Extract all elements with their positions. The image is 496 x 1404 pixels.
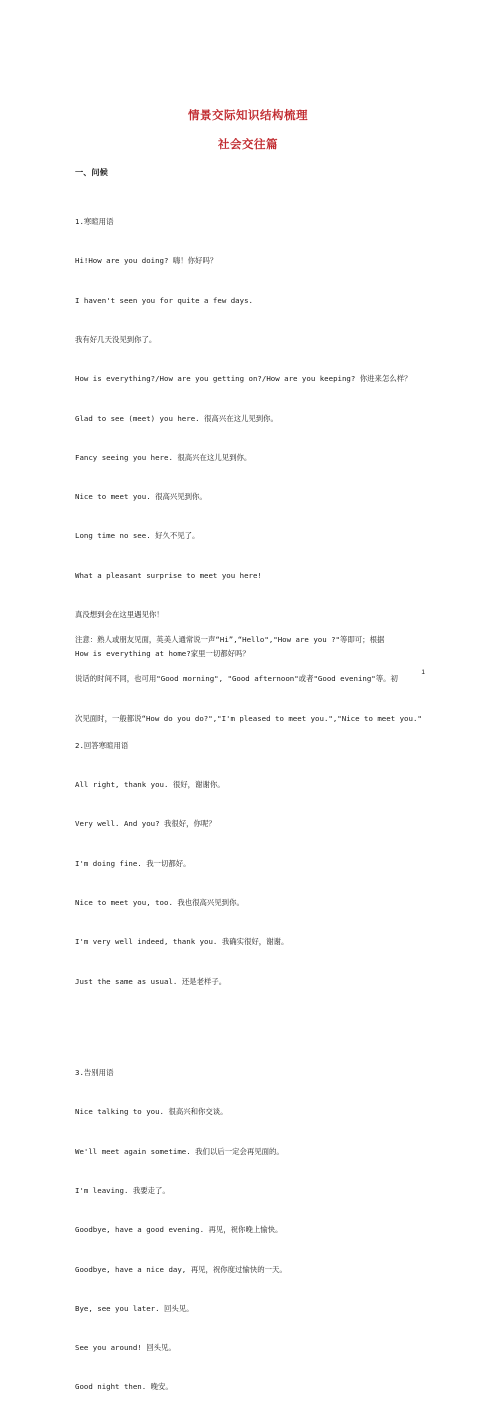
text-line: Glad to see (meet) you here. 很高兴在这儿见到你。 [75, 413, 278, 423]
subsection-heading: 3.告别用语 [75, 1068, 114, 1078]
paragraph-gap [75, 1014, 427, 1027]
text-line: How is everything at home?家里一切都好吗？ [75, 649, 250, 659]
document-title: 情景交际知识结构梳理 [188, 108, 308, 122]
text-line: Nice talking to you. 很高兴和你交谈。 [75, 1107, 228, 1117]
text-line: 我有好几天没见到你了。 [75, 335, 157, 345]
text-line: I'm leaving. 我要走了。 [75, 1185, 170, 1195]
document-subtitle: 社会交往篇 [218, 137, 278, 151]
text-line: All right, thank you. 很好，谢谢你。 [75, 780, 225, 790]
text-line: Good night then. 晚安。 [75, 1382, 173, 1392]
text-line: Just the same as usual. 还是老样子。 [75, 976, 227, 986]
text-line: How is everything?/How are you getting on?/How are you keeping? 你进来怎么样？ [75, 374, 412, 384]
note-paragraph [75, 607, 425, 751]
text-line: Long time no see. 好久不见了。 [75, 531, 200, 541]
text-line: Hi!How are you doing? 嗨！你好吗？ [75, 256, 218, 266]
text-line: What a pleasant surprise to meet you here! [75, 570, 262, 580]
text-line: See you around! 回头见。 [75, 1343, 176, 1353]
subsection-heading: 2.回答寒暄用语 [75, 740, 129, 750]
note-line: 次见面时，一般都说“How do you do?","I'm pleased to meet you.","Nice to meet you." [75, 713, 422, 723]
text-line: I haven't seen you for quite a few days. [75, 295, 253, 305]
note-line: 说话的时间不同，也可用"Good morning", "Good afternoon"或者"Good evening"等。初 [75, 674, 398, 684]
text-line: We'll meet again sometime. 我们以后一定会再见面的。 [75, 1146, 284, 1156]
text-line: Nice to meet you. 很高兴见到你。 [75, 492, 207, 502]
note-line: 注意：熟人或朋友见面，英美人通常说一声“Hi”,“Hello","How are you ?"等即可；根据 [75, 635, 385, 645]
text-line: 真没想到会在这里遇见你！ [75, 610, 164, 619]
text-line: Goodbye, have a good evening. 再见，祝你晚上愉快。 [75, 1225, 283, 1235]
text-line: I'm very well indeed, thank you. 我确实很好，谢谢。 [75, 937, 289, 947]
text-line: Bye, see you later. 回头见。 [75, 1303, 194, 1313]
section-heading: 一、问候 [75, 167, 108, 177]
document-body [75, 189, 427, 1404]
text-line: Goodbye, have a nice day, 再见，祝你度过愉快的一天。 [75, 1264, 287, 1274]
subsection-heading: 1.寒暄用语 [75, 217, 114, 227]
page-number: 1 [421, 669, 425, 676]
text-line: Fancy seeing you here. 很高兴在这儿见到你。 [75, 452, 252, 462]
text-line: Very well. And you? 我很好，你呢？ [75, 819, 216, 829]
text-line: Nice to meet you, too. 我也很高兴见到你。 [75, 897, 244, 907]
text-line: I'm doing fine. 我一切都好。 [75, 858, 191, 868]
